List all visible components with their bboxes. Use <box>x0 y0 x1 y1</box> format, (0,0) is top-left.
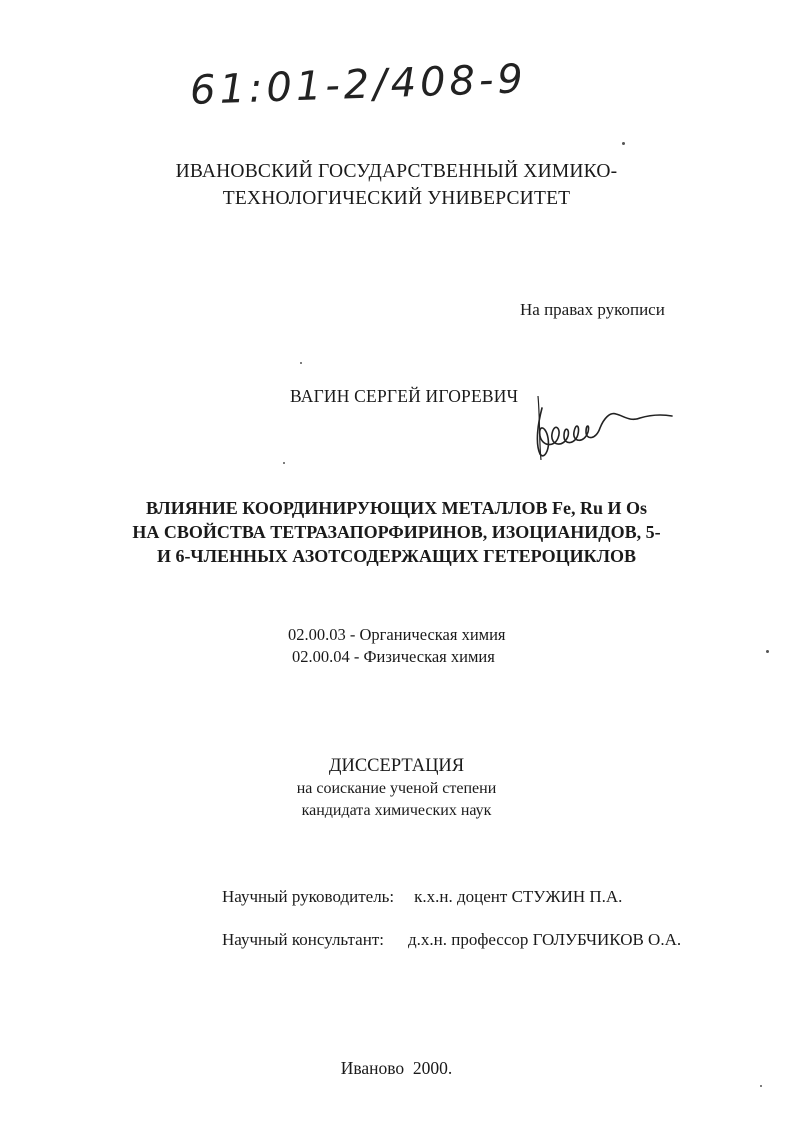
place-year: Иваново 2000. <box>340 1058 453 1078</box>
supervisor-row <box>222 887 622 907</box>
dissertation-heading: ДИССЕРТАЦИЯ <box>328 756 465 776</box>
supervisor-value: к.х.н. доцент СТУЖИН П.А. <box>414 887 623 906</box>
consultant-label: Научный консультант: <box>222 930 384 949</box>
signature-image <box>520 388 680 468</box>
supervisor-label: Научный руководитель: <box>222 887 395 906</box>
title-line-3: И 6-ЧЛЕННЫХ АЗОТСОДЕРЖАЩИХ ГЕТЕРОЦИКЛОВ <box>156 546 637 566</box>
dissertation-title <box>0 496 793 568</box>
scan-speck <box>760 1085 762 1087</box>
scan-speck <box>283 462 285 464</box>
author-name: ВАГИН СЕРГЕЙ ИГОРЕВИЧ <box>290 386 519 406</box>
specialties <box>288 624 506 668</box>
university-line-1: ИВАНОВСКИЙ ГОСУДАРСТВЕННЫЙ ХИМИКО- <box>175 161 618 182</box>
archive-number: 61:01-2/408-9 <box>189 56 528 114</box>
university-name <box>0 158 793 212</box>
consultant-row <box>222 930 681 950</box>
university-line-2: ТЕХНОЛОГИЧЕСКИЙ УНИВЕРСИТЕТ <box>222 188 571 209</box>
title-line-2: НА СВОЙСТВА ТЕТРАЗАПОРФИРИНОВ, ИЗОЦИАНИДОВ, 5- <box>132 522 661 542</box>
dissertation-field-line: кандидата химических наук <box>301 802 492 819</box>
specialty-1: 02.00.03 - Органическая химия <box>288 625 506 644</box>
scan-speck <box>622 142 625 145</box>
dissertation-degree-line: на соискание ученой степени <box>296 780 497 797</box>
rights-note: На правах рукописи <box>520 300 665 319</box>
dissertation-block <box>0 754 793 822</box>
specialty-2: 02.00.04 - Физическая химия <box>292 647 495 666</box>
scan-speck <box>766 650 769 653</box>
scan-speck <box>300 362 302 364</box>
title-line-1: ВЛИЯНИЕ КООРДИНИРУЮЩИХ МЕТАЛЛОВ Fe, Ru И Os <box>145 498 648 518</box>
consultant-value: д.х.н. профессор ГОЛУБЧИКОВ О.А. <box>407 930 682 949</box>
